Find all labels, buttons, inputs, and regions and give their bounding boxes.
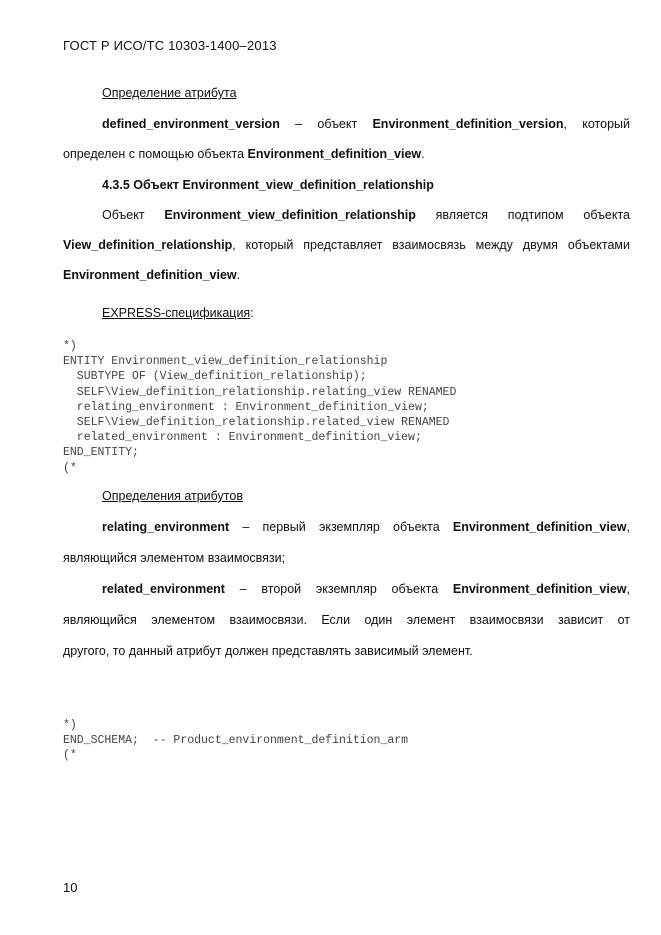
entity-name: Environment_definition_view xyxy=(452,520,627,534)
express-section xyxy=(63,298,630,328)
attribute-term: relating_environment xyxy=(102,520,230,534)
body-text: – второй экземпляр объекта xyxy=(224,582,453,596)
attribute-term: related_environment xyxy=(102,582,225,596)
body-text: являющийся элементом взаимосвязи; xyxy=(63,551,286,565)
attributes-definitions-section xyxy=(63,481,630,666)
express-code-block: *) ENTITY Environment_view_definition_relationship SUBTYPE OF (View_definition_relationship); SELF\View_definition_relationship.relating_view RENAMED relating_environment : Environment_definition_view; SELF\View_definition_relationship.related_view RENAMED related_environment : Environment_definition_view; END_ENTITY; (* xyxy=(63,340,457,475)
section-heading: EXPRESS-спецификация xyxy=(102,306,251,320)
entity-name: Environment_definition_view xyxy=(452,582,627,596)
end-schema-code-block: *) END_SCHEMA; -- Product_environment_definition_arm (* xyxy=(63,719,409,763)
body-text: определен с помощью объекта xyxy=(63,147,248,161)
body-text: является подтипом объекта xyxy=(415,208,630,222)
attribute-term: defined_environment_version xyxy=(102,117,280,131)
entity-section xyxy=(63,170,630,290)
body-text: – объект xyxy=(279,117,373,131)
attribute-definition-section xyxy=(63,78,630,169)
heading-colon: : xyxy=(250,306,254,320)
body-text: , xyxy=(626,582,630,596)
body-text: являющийся элементом взаимосвязи. Если один элемент взаимосвязи зависит от xyxy=(63,613,630,627)
body-text: , который представляет взаимосвязь между двумя объектами xyxy=(232,238,630,252)
page-header: ГОСТ Р ИСО/ТС 10303-1400–2013 xyxy=(63,38,277,53)
entity-name: Environment_definition_view xyxy=(247,147,422,161)
body-text: . xyxy=(236,268,241,282)
entity-name: Environment_definition_view xyxy=(63,268,237,282)
body-text: . xyxy=(421,147,425,161)
section-heading: Определение атрибута xyxy=(102,86,237,100)
body-text: , который xyxy=(563,117,630,131)
entity-name: View_definition_relationship xyxy=(63,238,233,252)
section-heading: Определения атрибутов xyxy=(102,489,243,503)
entity-name: Environment_definition_version xyxy=(372,117,564,131)
body-text: Объект xyxy=(102,208,165,222)
body-text: , xyxy=(626,520,630,534)
entity-name: Environment_view_definition_relationship xyxy=(164,208,416,222)
page-number: 10 xyxy=(63,880,78,895)
section-heading: 4.3.5 Объект Environment_view_definition_relationship xyxy=(102,178,434,192)
body-text: другого, то данный атрибут должен представлять зависимый элемент. xyxy=(63,644,473,658)
body-text: – первый экземпляр объекта xyxy=(229,520,453,534)
